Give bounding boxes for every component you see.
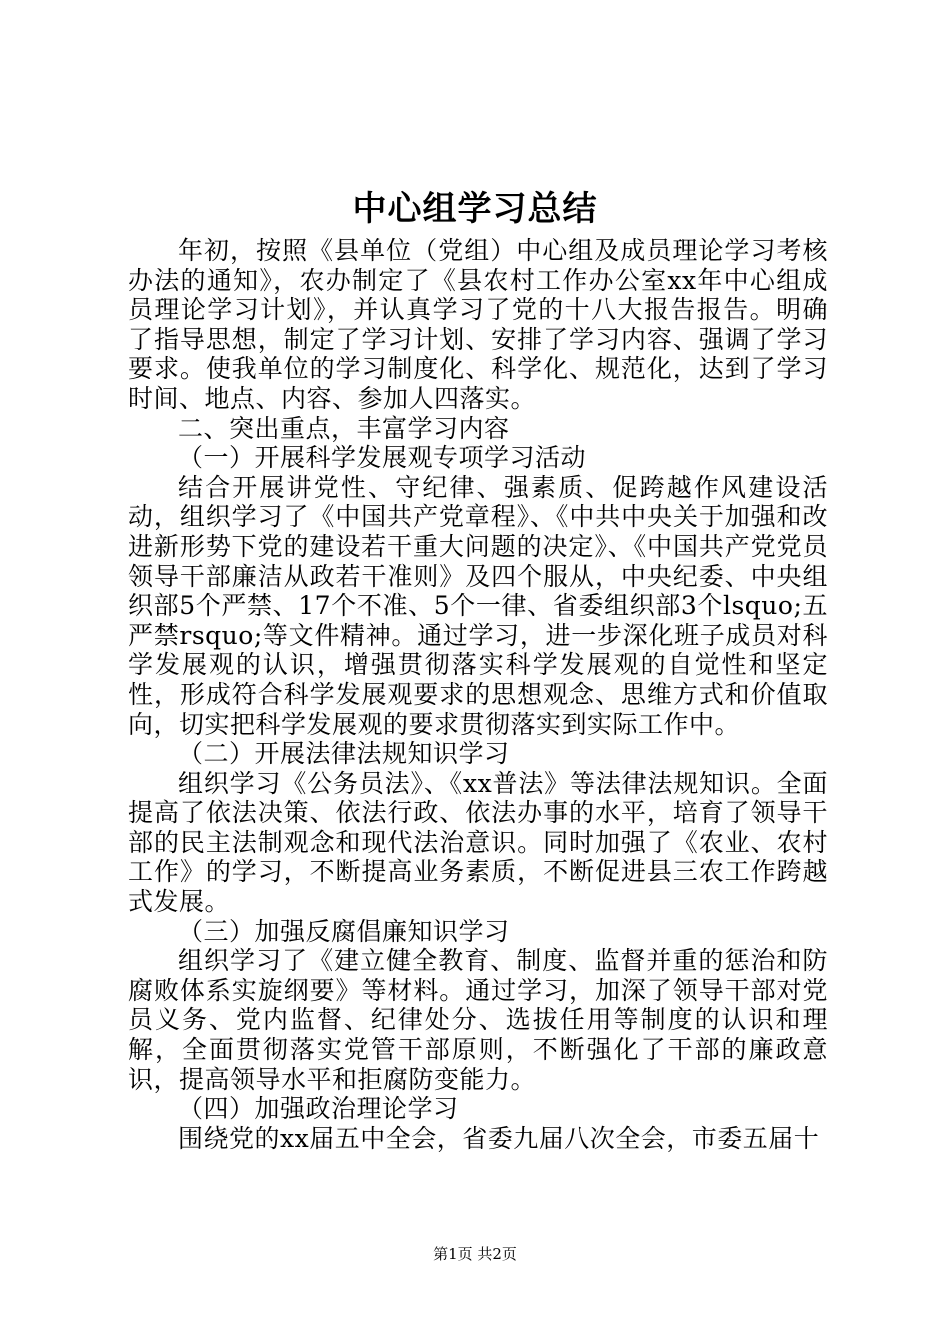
paragraph-3: 组织学习了《建立健全教育、制度、监督并重的惩治和防腐败体系实旋纲要》等材料。通过学习，加深了领导干部对党员义务、党内监督、纪律处分、选拔任用等制度的认识和理解，全面贯彻落实党管干部原则，不断强化了干部的廉政意识，提高领导水平和拒腐防变能力。 [128,946,828,1094]
paragraph-1: 结合开展讲党性、守纪律、强素质、促跨越作风建设活动，组织学习了《中国共产党章程》、《中共中央关于加强和改进新形势下党的建设若干重大问题的决定》、《中国共产党党员领导干部廉洁从政若干准则》及四个服从，中央纪委、中央组织部5个严禁、17个不准、5个一律、省委组织部3个lsquo;五严禁rsquo;等文件精神。通过学习，进一步深化班子成员对科学发展观的认识，增强贯彻落实科学发展观的自觉性和坚定性，形成符合科学发展观要求的思想观念、思维方式和价值取向，切实把科学发展观的要求贯彻落实到实际工作中。 [128,472,828,739]
paragraph-intro: 年初，按照《县单位（党组）中心组及成员理论学习考核办法的通知》，农办制定了《县农村工作办公室xx年中心组成员理论学习计划》，并认真学习了党的十八大报告报告。明确了指导思想，制定了学习计划、安排了学习内容、强调了学习要求。使我单位的学习制度化、科学化、规范化，达到了学习时间、地点、内容、参加人四落实。 [128,236,828,413]
paragraph-4: 围绕党的xx届五中全会，省委九届八次全会，市委五届十 [178,1123,820,1153]
page-number: 第1页 共2页 [433,1245,517,1263]
subsection-heading-3: （三）加强反腐倡廉知识学习 [178,916,510,946]
subsection-heading-1: （一）开展科学发展观专项学习活动 [178,443,587,473]
section-heading: 二、突出重点，丰富学习内容 [178,413,510,443]
document-title: 中心组学习总结 [352,189,598,229]
paragraph-2: 组织学习《公务员法》、《xx普法》等法律法规知识。全面提高了依法决策、依法行政、依法办事的水平，培育了领导干部的民主法制观念和现代法治意识。同时加强了《农业、农村工作》的学习，不断提高业务素质，不断促进县三农工作跨越式发展。 [128,768,828,917]
subsection-heading-2: （二）开展法律法规知识学习 [178,739,510,769]
document-body [128,236,828,1153]
subsection-heading-4: （四）加强政治理论学习 [178,1094,459,1124]
